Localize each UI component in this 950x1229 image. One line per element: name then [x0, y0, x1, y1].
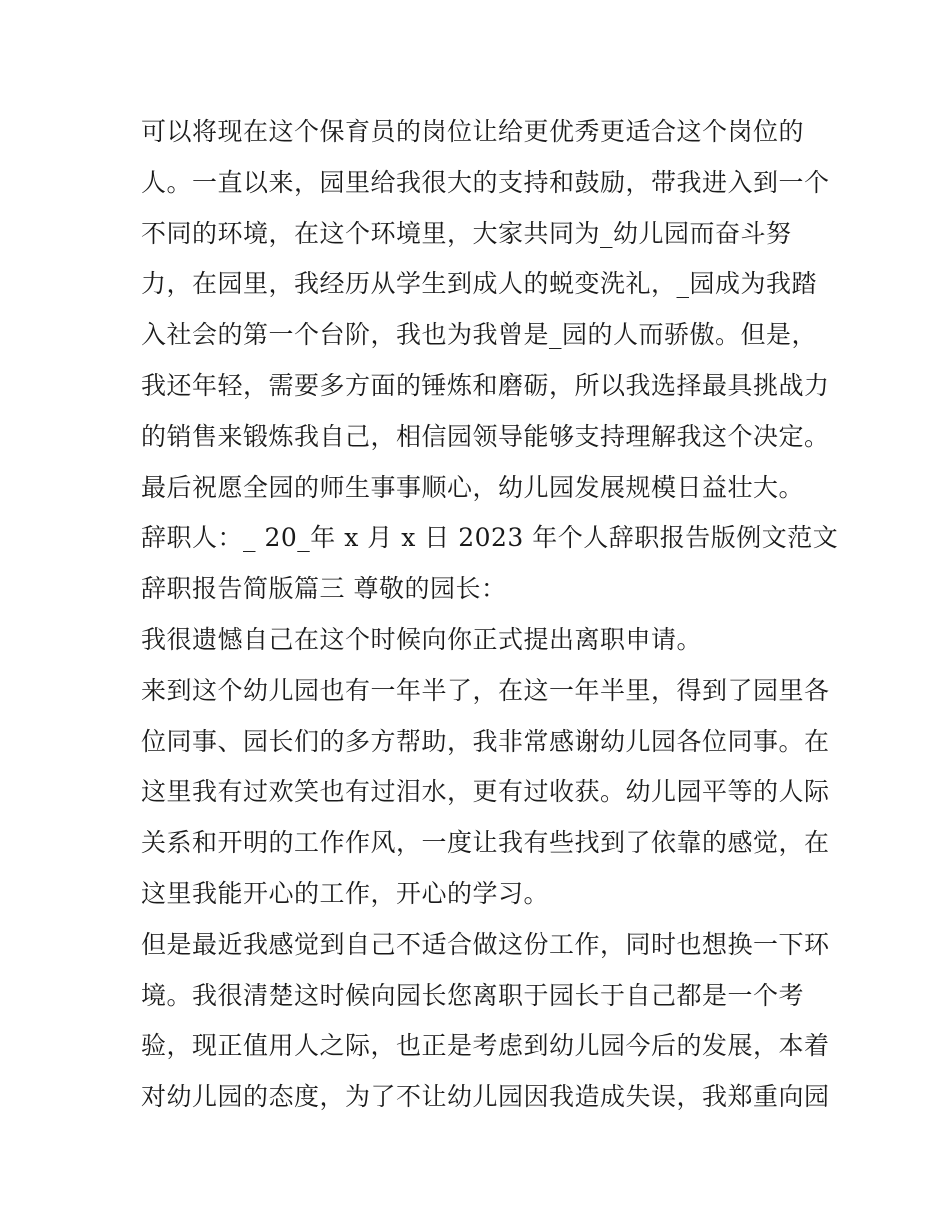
text-line: 不同的环境，在这个环境里，大家共同为_幼儿园而奋斗努 — [141, 218, 792, 248]
text-line: 人。一直以来，园里给我很大的支持和鼓励，带我进入到一个 — [141, 167, 830, 197]
text-line: 的销售来锻炼我自己，相信园领导能够支持理解我这个决定。 — [141, 421, 830, 451]
text-line: 境。我很清楚这时候向园长您离职于园长于自己都是一个考 — [141, 980, 805, 1010]
text-line: 关系和开明的工作作风，一度让我有些找到了依靠的感觉，在 — [141, 828, 830, 858]
text-line: 我很遗憾自己在这个时候向你正式提出离职申请。 — [141, 624, 703, 654]
text-line: 位同事、园长们的多方帮助，我非常感谢幼儿园各位同事。在 — [141, 726, 830, 756]
text-line: 验，现正值用人之际，也正是考虑到幼儿园今后的发展，本着 — [141, 1031, 830, 1061]
text-line: 这里我能开心的工作，开心的学习。 — [141, 878, 550, 908]
text-line: 力，在园里，我经历从学生到成人的蜕变洗礼，_园成为我踏 — [141, 269, 818, 299]
text-line: 最后祝愿全园的师生事事顺心，幼儿园发展规模日益壮大。 — [141, 472, 805, 502]
document-body — [141, 107, 839, 1123]
text-line: 来到这个幼儿园也有一年半了，在这一年半里，得到了园里各 — [141, 675, 830, 705]
signature-line: 辞职人：_ 20_年 x 月 x 日 2023 年个人辞职报告版例文范文 — [141, 523, 839, 553]
text-line: 对幼儿园的态度，为了不让幼儿园因我造成失误，我郑重向园 — [141, 1082, 830, 1112]
section-heading-line: 辞职报告简版篇三 尊敬的园长： — [141, 574, 507, 604]
text-line: 入社会的第一个台阶，我也为我曾是_园的人而骄傲。但是， — [141, 320, 818, 350]
text-line: 这里我有过欢笑也有过泪水，更有过收获。幼儿园平等的人际 — [141, 777, 830, 807]
text-line: 我还年轻，需要多方面的锤炼和磨砺，所以我选择最具挑战力 — [141, 370, 830, 400]
text-line: 可以将现在这个保育员的岗位让给更优秀更适合这个岗位的 — [141, 117, 805, 146]
text-line: 但是最近我感觉到自己不适合做这份工作，同时也想换一下环 — [141, 929, 830, 959]
